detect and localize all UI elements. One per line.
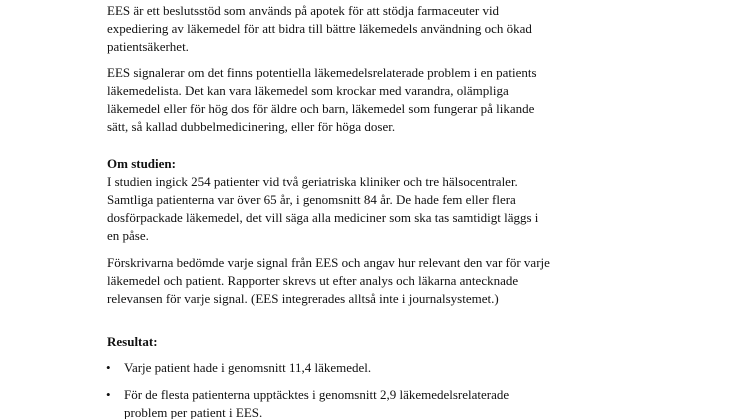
intro-p2-line-1: EES signalerar om det finns potentiella läkemedelsrelaterade problem i en patients [107,65,537,80]
results-heading: Resultat: [107,334,158,349]
results-item-1-line-1: Varje patient hade i genomsnitt 11,4 läkemedel. [124,360,372,375]
intro-p2-line-4: sätt, så kallad dubbelmedicinering, eller för höga doser. [107,119,396,134]
intro-p2-line-2: läkemedelista. Det kan vara läkemedel som krockar med varandra, olämpliga [107,83,509,98]
study-p1-line-1: I studien ingick 254 patienter vid två geriatriska kliniker och tre hälsocentraler. [107,174,518,189]
study-p2-line-1: Förskrivarna bedömde varje signal från EES och angav hur relevant den var för varje [107,255,550,270]
intro-p1-line-1: EES är ett beslutsstöd som används på apotek för att stödja farmaceuter vid [107,3,500,18]
study-p2-line-3: relevansen för varje signal. (EES integrerades alltså inte i journalsystemet.) [107,291,499,306]
study-p1-line-3: dosförpackade läkemedel, det vill säga alla mediciner som ska tas samtidigt läggs i [107,210,539,225]
intro-p1-line-3: patientsäkerhet. [107,39,189,54]
bullet-icon: • [106,387,111,402]
intro-p1-line-2: expediering av läkemedel för att bidra till bättre läkemedels användning och ökad [107,21,532,36]
study-p1-line-2: Samtliga patienterna var över 65 år, i genomsnitt 84 år. De hade fem eller flera [107,192,516,207]
study-heading: Om studien: [107,156,176,171]
study-p1-line-4: en påse. [107,228,149,243]
bullet-icon: • [106,360,111,375]
results-item-2-line-2: problem per patient i EES. [124,405,263,419]
results-item-2-line-1: För de flesta patienterna upptäcktes i genomsnitt 2,9 läkemedelsrelaterade [124,387,510,402]
intro-p2-line-3: läkemedel eller för hög dos för äldre och barn, läkemedel som fungerar på likande [107,101,535,116]
study-p2-line-2: läkemedel och patient. Rapporter skrevs ut efter analys och läkarna antecknade [107,273,519,288]
